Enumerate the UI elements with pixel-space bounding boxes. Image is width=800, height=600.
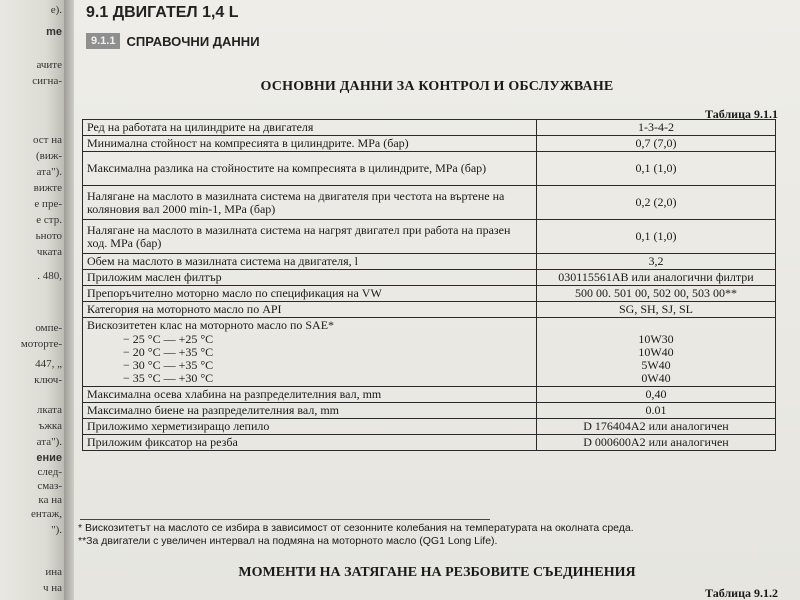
table-row	[83, 419, 776, 435]
param-cell: Препоръчително моторно масло по спецификация на VW	[83, 286, 537, 302]
left-page-text: е пре-	[34, 198, 62, 210]
param-cell: Налягане на маслото в мазилната система на нагрят двигател при работа на празен ход. MPa (бар)	[83, 220, 537, 254]
value-cell: SG, SH, SJ, SL	[537, 302, 776, 318]
value-cell: 0,7 (7,0)	[537, 136, 776, 152]
viscosity-range: − 30 °C — +35 °C	[123, 358, 214, 372]
viscosity-range: − 20 °C — +35 °C	[123, 345, 214, 359]
left-page-text: ч на	[42, 582, 62, 594]
left-page-text: ост на	[33, 134, 62, 146]
footnote-divider	[80, 519, 490, 520]
table-row	[83, 120, 776, 136]
footnote: * Вискозитетът на маслото се избира в зависимост от сезонните колебания на температурата на околната среда.	[78, 522, 634, 534]
table-row	[83, 186, 776, 220]
left-page-text: омпе-	[35, 322, 62, 334]
left-page-text: ьното	[35, 230, 62, 242]
left-page-text: ").	[51, 524, 62, 536]
viscosity-grade: 0W40	[641, 370, 671, 385]
left-page-text: ачите	[36, 59, 62, 71]
specs-table	[82, 119, 776, 451]
value-cell: 0,1 (1,0)	[537, 220, 776, 254]
param-cell: Приложим фиксатор на резба	[83, 435, 537, 451]
left-page-text: ата").	[36, 436, 62, 448]
left-page-text: чката	[36, 246, 62, 258]
table-row	[83, 403, 776, 419]
left-page-text: ентаж,	[31, 508, 62, 520]
second-heading: МОМЕНТИ НА ЗАТЯГАНЕ НА РЕЗБОВИТЕ СЪЕДИНЕНИЯ	[238, 565, 636, 580]
value-cell: 3,2	[537, 254, 776, 270]
left-page-text: вижте	[33, 182, 62, 194]
viscosity-row	[83, 318, 776, 387]
viscosity-param-cell	[83, 318, 537, 387]
main-heading: ОСНОВНИ ДАННИ ЗА КОНТРОЛ И ОБСЛУЖВАНЕ	[260, 79, 614, 94]
viscosity-title: Вискозитетен клас на моторното масло по SAE*	[87, 318, 335, 332]
table-label-2: Таблица 9.1.2	[705, 586, 778, 600]
param-cell: Максимална разлика на стойностите на компресията в цилиндрите, MPa (бар)	[83, 152, 537, 186]
left-page-text: лката	[36, 404, 62, 416]
param-cell: Обем на маслото в мазилната система на двигателя, l	[83, 254, 537, 270]
value-cell: 1-3-4-2	[537, 120, 776, 136]
param-cell: Приложим маслен филтър	[83, 270, 537, 286]
value-cell: 0.01	[537, 403, 776, 419]
param-cell: Приложимо херметизиращо лепило	[83, 419, 537, 435]
left-page-text: me	[46, 26, 62, 38]
left-page-text: e).	[50, 4, 62, 16]
left-page-text: ъжка	[38, 420, 62, 432]
left-page-text: смаз-	[37, 480, 62, 492]
value-cell: 0,1 (1,0)	[537, 152, 776, 186]
param-cell: Минимална стойност на компресията в цилиндрите. MPa (бар)	[83, 136, 537, 152]
document-page	[74, 0, 800, 600]
left-page-text: сигна-	[32, 75, 62, 87]
left-facing-page	[0, 0, 66, 600]
left-page-text: ение	[36, 452, 62, 464]
table-row	[83, 270, 776, 286]
table-row	[83, 220, 776, 254]
left-page-text: 447, „	[35, 358, 62, 370]
viscosity-value-cell	[537, 318, 776, 387]
viscosity-grade: 10W30	[638, 331, 674, 346]
left-page-text: моторте-	[20, 338, 62, 350]
left-page-text: ключ-	[34, 374, 62, 386]
param-cell: Ред на работата на цилиндрите на двигателя	[83, 120, 537, 136]
viscosity-grade: 5W40	[641, 357, 671, 372]
param-cell: Максимална осева хлабина на разпределителния вал, mm	[83, 387, 537, 403]
table-row	[83, 152, 776, 186]
value-cell: 0,40	[537, 387, 776, 403]
section-title: СПРАВОЧНИ ДАННИ	[126, 33, 260, 49]
section-number: 9.1.1	[86, 33, 120, 49]
table-row	[83, 286, 776, 302]
footnote: **За двигатели с увеличен интервал на подмяна на моторното масло (QG1 Long Life).	[78, 535, 498, 547]
viscosity-range: − 25 °C — +25 °C	[123, 332, 214, 346]
left-page-text: ата").	[36, 166, 62, 178]
table-row	[83, 387, 776, 403]
value-cell: 030115561AB или аналогични филтри	[537, 270, 776, 286]
table-label: Таблица 9.1.1	[705, 107, 778, 121]
table-row	[83, 435, 776, 451]
table-row	[83, 136, 776, 152]
table-row	[83, 302, 776, 318]
left-page-text: . 480,	[37, 270, 62, 282]
footnotes	[78, 522, 634, 548]
param-cell: Категория на моторното масло по API	[83, 302, 537, 318]
param-cell: Налягане на маслото в мазилната система на двигателя при честота на въртене на коляновия вал 2000 min-1, MPa (бар)	[83, 186, 537, 220]
left-page-text: слeд-	[37, 466, 62, 478]
value-cell: 500 00. 501 00, 502 00, 503 00**	[537, 286, 776, 302]
left-page-text: (виж-	[35, 150, 62, 162]
viscosity-grade: 10W40	[638, 344, 674, 359]
value-cell: 0,2 (2,0)	[537, 186, 776, 220]
value-cell: D 000600A2 или аналогичен	[537, 435, 776, 451]
table-row	[83, 254, 776, 270]
chapter-title: 9.1 ДВИГАТЕЛ 1,4 L	[86, 4, 239, 21]
left-page-text: ина	[45, 566, 62, 578]
left-page-text: ка на	[38, 494, 62, 506]
left-page-text: е стр.	[36, 214, 62, 226]
param-cell: Максимално биене на разпределителния вал, mm	[83, 403, 537, 419]
viscosity-range: − 35 °C — +30 °C	[123, 371, 214, 385]
value-cell: D 176404A2 или аналогичен	[537, 419, 776, 435]
section-header	[86, 33, 260, 49]
